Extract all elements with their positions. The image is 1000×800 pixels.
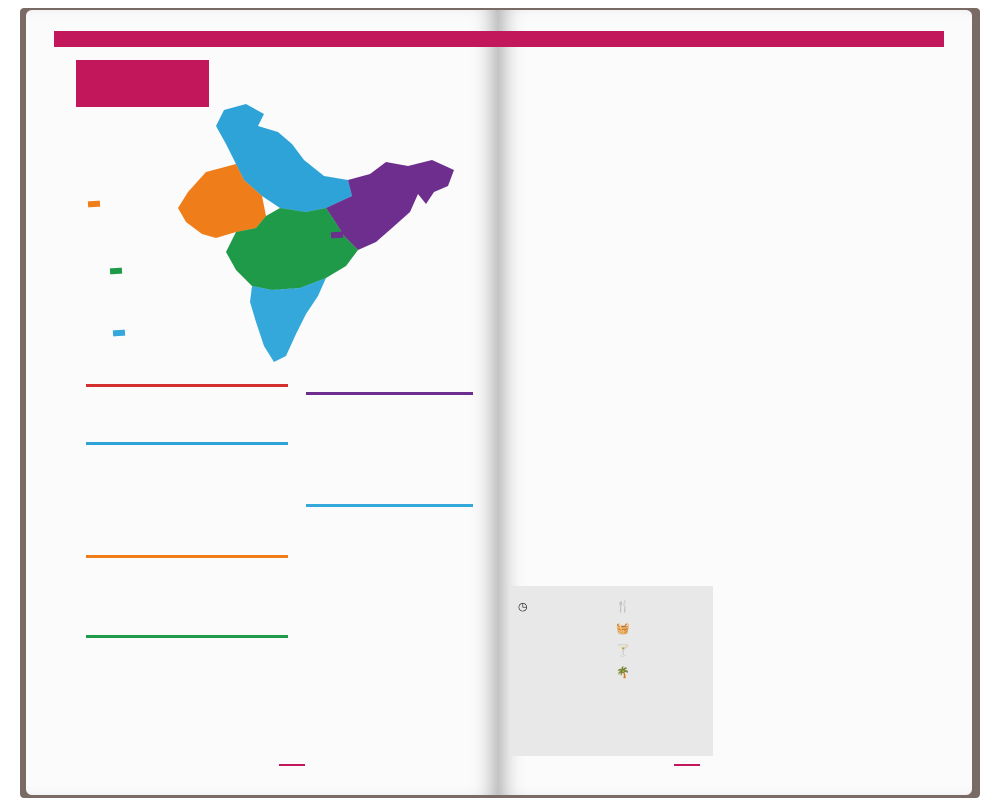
section-regionen <box>86 384 288 390</box>
map-label-west <box>88 201 100 208</box>
palm-icon: 🌴 <box>616 666 630 679</box>
cutlery-icon: 🍴 <box>616 600 630 613</box>
map-label-north <box>249 133 261 139</box>
map-region-east <box>326 160 454 250</box>
map-label-middle <box>110 268 122 275</box>
top-bar <box>498 31 944 47</box>
page-number-rule <box>674 764 700 766</box>
clock-icon: ◷ <box>518 600 528 613</box>
legend-box <box>510 586 713 756</box>
qr-code[interactable] <box>782 606 860 670</box>
glass-icon: 🍸 <box>616 644 630 657</box>
toc-column-2 <box>704 72 914 84</box>
legend-strand <box>616 666 636 679</box>
section-chennai <box>306 504 473 513</box>
legend-ausgehen <box>616 644 636 657</box>
india-map <box>86 100 486 370</box>
legend-besuch <box>518 600 538 613</box>
section-kolkata <box>306 392 473 401</box>
left-page <box>26 10 498 795</box>
section-mumbai <box>86 635 288 644</box>
section-jaipur <box>86 555 288 564</box>
map-label-east <box>331 232 343 239</box>
basket-icon: 🧺 <box>616 622 630 635</box>
map-region-south <box>250 278 326 362</box>
top-bar <box>54 31 498 47</box>
section-delhi <box>86 442 288 451</box>
map-label-south <box>113 330 125 337</box>
page-number-rule <box>279 764 305 766</box>
right-page <box>498 10 972 795</box>
legend-essen <box>616 600 636 613</box>
legend-shoppen <box>616 622 636 635</box>
promo-block <box>716 598 926 674</box>
